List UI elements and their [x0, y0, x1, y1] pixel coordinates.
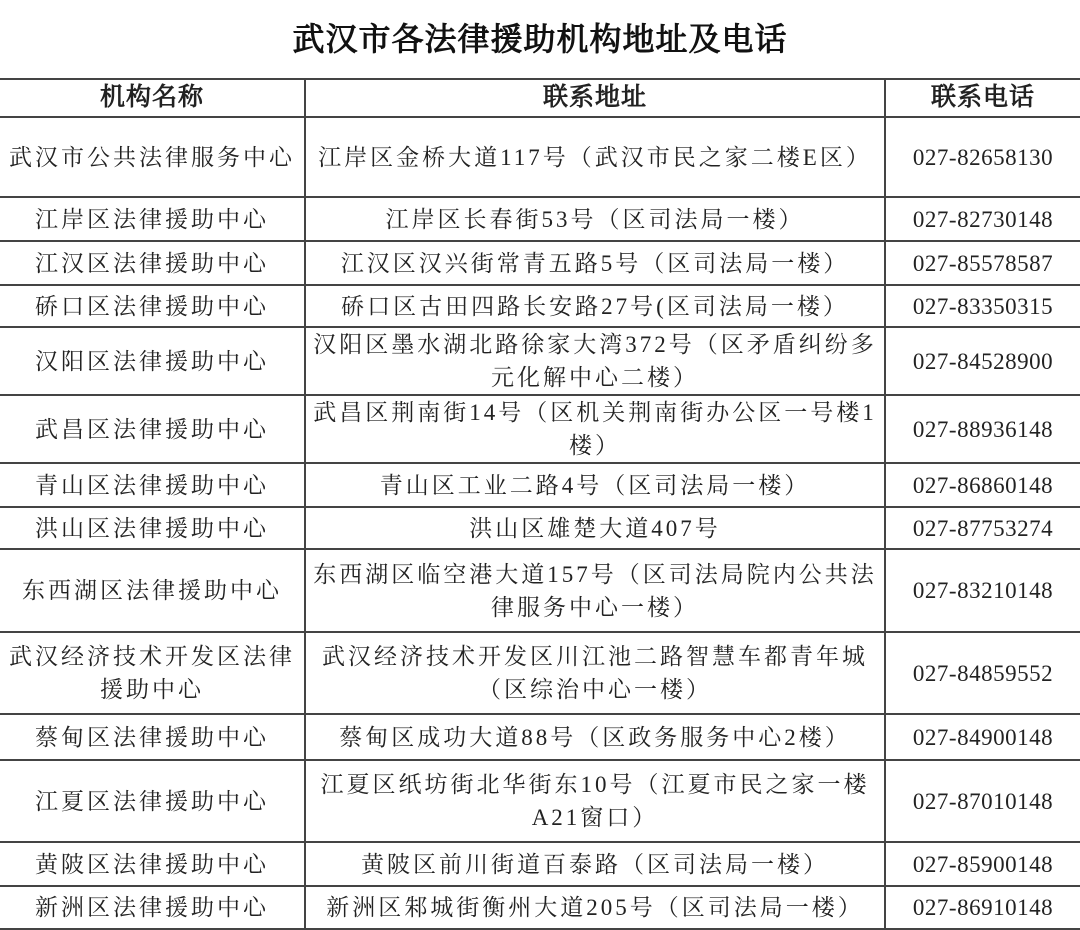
org-phone: 027-83210148 [885, 549, 1080, 632]
table-row [0, 197, 1080, 241]
org-phone: 027-87010148 [885, 760, 1080, 842]
org-name: 江岸区法律援助中心 [0, 197, 305, 241]
org-address: 江岸区金桥大道117号（武汉市民之家二楼E区） [305, 117, 885, 197]
org-phone: 027-86910148 [885, 886, 1080, 929]
org-phone: 027-85578587 [885, 241, 1080, 285]
org-phone: 027-84900148 [885, 714, 1080, 760]
org-phone: 027-84859552 [885, 632, 1080, 714]
org-phone: 027-85900148 [885, 842, 1080, 886]
org-name: 蔡甸区法律援助中心 [0, 714, 305, 760]
page-title: 武汉市各法律援助机构地址及电话 [292, 21, 788, 57]
org-name: 武汉经济技术开发区法律援助中心 [0, 632, 305, 714]
table-row [0, 886, 1080, 929]
header-phone: 联系电话 [885, 79, 1080, 117]
table-row [0, 632, 1080, 714]
table-header-row [0, 79, 1080, 117]
table-row [0, 285, 1080, 327]
org-name: 武汉市公共法律服务中心 [0, 117, 305, 197]
org-address: 青山区工业二路4号（区司法局一楼） [305, 463, 885, 507]
org-name: 武昌区法律援助中心 [0, 395, 305, 463]
table-row [0, 842, 1080, 886]
org-address: 武昌区荆南街14号（区机关荆南街办公区一号楼1楼） [305, 395, 885, 463]
org-phone: 027-88936148 [885, 395, 1080, 463]
org-phone: 027-84528900 [885, 327, 1080, 395]
org-name: 黄陂区法律援助中心 [0, 842, 305, 886]
org-name: 江汉区法律援助中心 [0, 241, 305, 285]
legal-aid-table [0, 78, 1080, 930]
org-phone: 027-82730148 [885, 197, 1080, 241]
table-row [0, 760, 1080, 842]
org-address: 江岸区长春街53号（区司法局一楼） [305, 197, 885, 241]
table-row [0, 395, 1080, 463]
org-name: 新洲区法律援助中心 [0, 886, 305, 929]
org-name: 洪山区法律援助中心 [0, 507, 305, 549]
org-name: 东西湖区法律援助中心 [0, 549, 305, 632]
org-name: 青山区法律援助中心 [0, 463, 305, 507]
org-phone: 027-86860148 [885, 463, 1080, 507]
org-name: 硚口区法律援助中心 [0, 285, 305, 327]
table-row [0, 117, 1080, 197]
org-address: 江汉区汉兴街常青五路5号（区司法局一楼） [305, 241, 885, 285]
org-name: 江夏区法律援助中心 [0, 760, 305, 842]
org-address: 硚口区古田四路长安路27号(区司法局一楼） [305, 285, 885, 327]
org-name: 汉阳区法律援助中心 [0, 327, 305, 395]
org-address: 洪山区雄楚大道407号 [305, 507, 885, 549]
table-row [0, 714, 1080, 760]
table-row [0, 549, 1080, 632]
org-address: 武汉经济技术开发区川江池二路智慧车都青年城（区综治中心一楼） [305, 632, 885, 714]
table-row [0, 241, 1080, 285]
org-address: 新洲区邾城街衡州大道205号（区司法局一楼） [305, 886, 885, 929]
org-address: 黄陂区前川街道百泰路（区司法局一楼） [305, 842, 885, 886]
org-phone: 027-83350315 [885, 285, 1080, 327]
org-phone: 027-87753274 [885, 507, 1080, 549]
org-address: 蔡甸区成功大道88号（区政务服务中心2楼） [305, 714, 885, 760]
header-address: 联系地址 [305, 79, 885, 117]
org-address: 汉阳区墨水湖北路徐家大湾372号（区矛盾纠纷多元化解中心二楼） [305, 327, 885, 395]
table-row [0, 327, 1080, 395]
table-row [0, 507, 1080, 549]
org-address: 江夏区纸坊街北华街东10号（江夏市民之家一楼A21窗口） [305, 760, 885, 842]
header-name: 机构名称 [0, 79, 305, 117]
org-phone: 027-82658130 [885, 117, 1080, 197]
table-row [0, 463, 1080, 507]
org-address: 东西湖区临空港大道157号（区司法局院内公共法律服务中心一楼） [305, 549, 885, 632]
